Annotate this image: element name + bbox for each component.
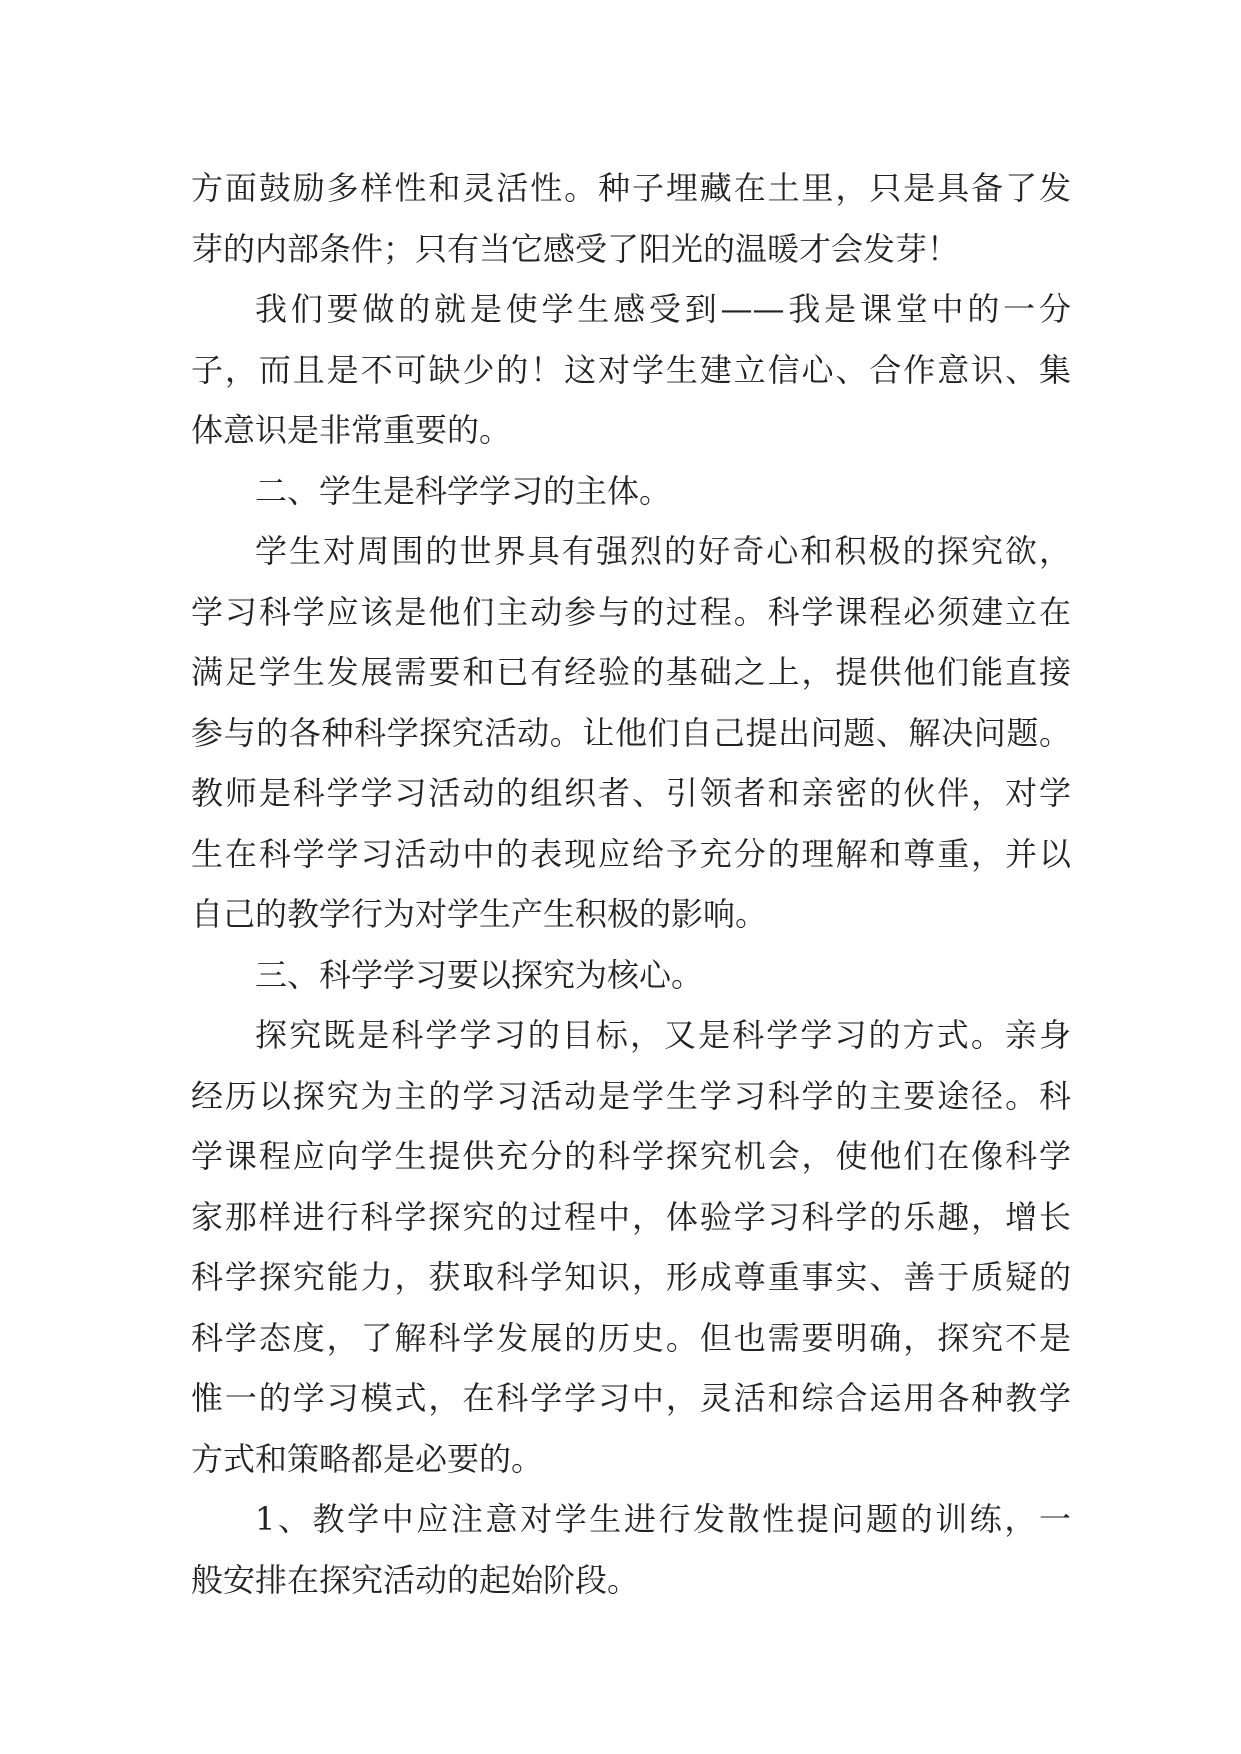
heading-line: 二、学生是科学学习的主体。: [255, 471, 672, 510]
text-line: 方面鼓励多样性和灵活性。种子埋藏在土里，只是具备了发: [191, 169, 1071, 207]
text-line: 般安排在探究活动的起始阶段。: [191, 1560, 640, 1599]
text-line: 芽的内部条件；只有当它感受了阳光的温暖才会发芽！: [191, 229, 960, 268]
text-line: 子，而且是不可缺少的！这对学生建立信心、合作意识、集: [191, 350, 1071, 389]
text-line: 我们要做的就是使学生感受到——我是课堂中的一分: [255, 290, 1071, 328]
text-line: 生在科学学习活动中的表现应给予充分的理解和尊重，并以: [191, 834, 1071, 873]
paragraph: [191, 158, 1071, 279]
text-line: 学习科学应该是他们主动参与的过程。科学课程必须建立在: [191, 592, 1071, 631]
text-line: 满足学生发展需要和已有经验的基础之上，提供他们能直接: [191, 653, 1071, 691]
text-line: 体意识是非常重要的。: [191, 411, 512, 449]
paragraph: [191, 1489, 1071, 1610]
section-heading: [191, 461, 1071, 522]
text-line: 家那样进行科学探究的过程中，体验学习科学的乐趣，增长: [191, 1197, 1071, 1236]
text-line: 学课程应向学生提供充分的科学探究机会，使他们在像科学: [191, 1137, 1071, 1175]
text-line: 学生对周围的世界具有强烈的好奇心和积极的探究欲，: [255, 532, 1071, 570]
paragraph: [191, 521, 1071, 945]
text-line: 1、教学中应注意对学生进行发散性提问题的训练，一: [255, 1500, 1071, 1538]
text-line: 探究既是科学学习的目标，又是科学学习的方式。亲身: [255, 1016, 1071, 1054]
heading-line: 三、科学学习要以探究为核心。: [255, 955, 704, 994]
section-heading: [191, 945, 1071, 1006]
text-line: 自己的教学行为对学生产生积极的影响。: [191, 895, 768, 933]
paragraph: [191, 279, 1071, 461]
text-line: 方式和策略都是必要的。: [191, 1439, 544, 1478]
text-line: 经历以探究为主的学习活动是学生学习科学的主要途径。科: [191, 1076, 1071, 1115]
text-line: 科学探究能力，获取科学知识，形成尊重事实、善于质疑的: [191, 1258, 1071, 1296]
paragraph: [191, 1005, 1071, 1489]
text-line: 惟一的学习模式，在科学学习中，灵活和综合运用各种教学: [191, 1379, 1071, 1417]
document-body: [191, 158, 1071, 1610]
text-line: 参与的各种科学探究活动。让他们自己提出问题、解决问题。: [191, 713, 1071, 752]
text-line: 教师是科学学习活动的组织者、引领者和亲密的伙伴，对学: [191, 774, 1071, 812]
text-line: 科学态度，了解科学发展的历史。但也需要明确，探究不是: [191, 1318, 1071, 1357]
